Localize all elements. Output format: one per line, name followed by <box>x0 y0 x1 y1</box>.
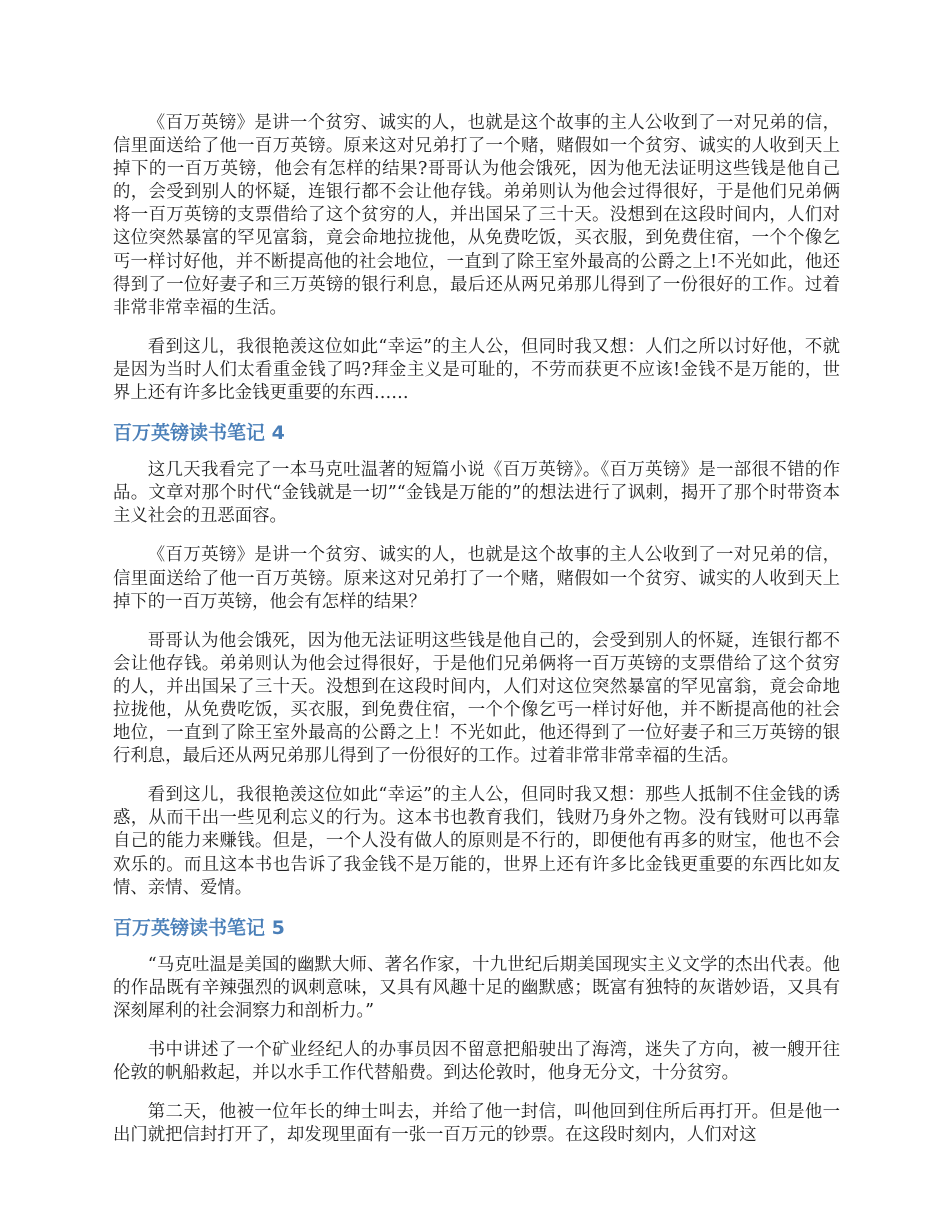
paragraph: 第二天，他被一位年长的绅士叫去，并给了他一封信，叫他回到住所后再打开。但是他一出门就把信封打开了，却发现里面有一张一百万元的钞票。在这段时刻内，人们对这 <box>113 1102 840 1146</box>
section-heading: 百万英镑读书笔记 5 <box>113 916 285 939</box>
paragraph: 看到这儿，我很艳羡这位如此“幸运”的主人公，但同时我又想：那些人抵制不住金钱的诱惑，从而干出一些见利忘义的行为。这本书也教育我们，钱财乃身外之物。没有钱财可以再靠自己的能力来赚钱。但是，一个人没有做人的原则是不行的，即便他有再多的财宝，他也不会欢乐的。而且这本书也告诉了我金钱不是万能的，世界上还有许多比金钱更重要的东西比如友情、亲情、爱情。 <box>113 785 840 898</box>
paragraph: 《百万英镑》是讲一个贫穷、诚实的人，也就是这个故事的主人公收到了一对兄弟的信，信里面送给了他一百万英镑。原来这对兄弟打了一个赌，赌假如一个贫穷、诚实的人收到天上掉下的一百万英镑，他会有怎样的结果?哥哥认为他会饿死，因为他无法证明这些钱是他自己的，会受到别人的怀疑，连银行都不会让他存钱。弟弟则认为他会过得很好，于是他们兄弟俩将一百万英镑的支票借给了这个贫穷的人，并出国呆了三十天。没想到在这段时间内，人们对这位突然暴富的罕见富翁，竟会命地拉拢他，从免费吃饭，买衣服，到免费住宿，一个个像乞丐一样讨好他，并不断提高他的社会地位，一直到了除王室外最高的公爵之上!不光如此，他还得到了一位好妻子和三万英镑的银行利息，最后还从两兄弟那儿得到了一份很好的工作。过着非常非常幸福的生活。 <box>113 113 840 318</box>
paragraph: 《百万英镑》是讲一个贫穷、诚实的人，也就是这个故事的主人公收到了一对兄弟的信，信里面送给了他一百万英镑。原来这对兄弟打了一个赌，赌假如一个贫穷、诚实的人收到天上掉下的一百万英镑，他会有怎样的结果？ <box>113 545 840 612</box>
paragraph: 看到这儿，我很艳羡这位如此“幸运”的主人公，但同时我又想：人们之所以讨好他，不就是因为当时人们太看重金钱了吗?拜金主义是可耻的，不劳而获更不应该!金钱不是万能的，世界上还有许多比金钱更重要的东西…… <box>113 336 840 404</box>
paragraph: 这几天我看完了一本马克吐温著的短篇小说《百万英镑》。《百万英镑》是一部很不错的作品。文章对那个时代“金钱就是一切”“金钱是万能的”的想法进行了讽刺，揭开了那个时带资本主义社会的丑恶面容。 <box>113 460 840 527</box>
section-heading: 百万英镑读书笔记 4 <box>113 422 285 445</box>
paragraph: 书中讲述了一个矿业经纪人的办事员因不留意把船驶出了海湾，迷失了方向，被一艘开往伦敦的帆船救起，并以水手工作代替船费。到达伦敦时，他身无分文，十分贫穷。 <box>113 1040 840 1084</box>
paragraph: 哥哥认为他会饿死，因为他无法证明这些钱是他自己的，会受到别人的怀疑，连银行都不会让他存钱。弟弟则认为他会过得很好，于是他们兄弟俩将一百万英镑的支票借给了这个贫穷的人，并出国呆了三十天。没想到在这段时间内，人们对这位突然暴富的罕见富翁，竟会命地拉拢他，从免费吃饭，买衣服，到免费住宿，一个个像乞丐一样讨好他，并不断提高他的社会地位，一直到了除王室外最高的公爵之上！不光如此，他还得到了一位好妻子和三万英镑的银行利息，最后还从两兄弟那儿得到了一份很好的工作。过着非常非常幸福的生活。 <box>113 630 840 767</box>
paragraph: “马克吐温是美国的幽默大师、著名作家，十九世纪后期美国现实主义文学的杰出代表。他的作品既有辛辣强烈的讽刺意味，又具有风趣十足的幽默感；既富有独特的灰谐妙语，又具有深刻犀利的社会洞察力和剖析力。” <box>113 954 840 1021</box>
document-page <box>113 112 840 1163</box>
